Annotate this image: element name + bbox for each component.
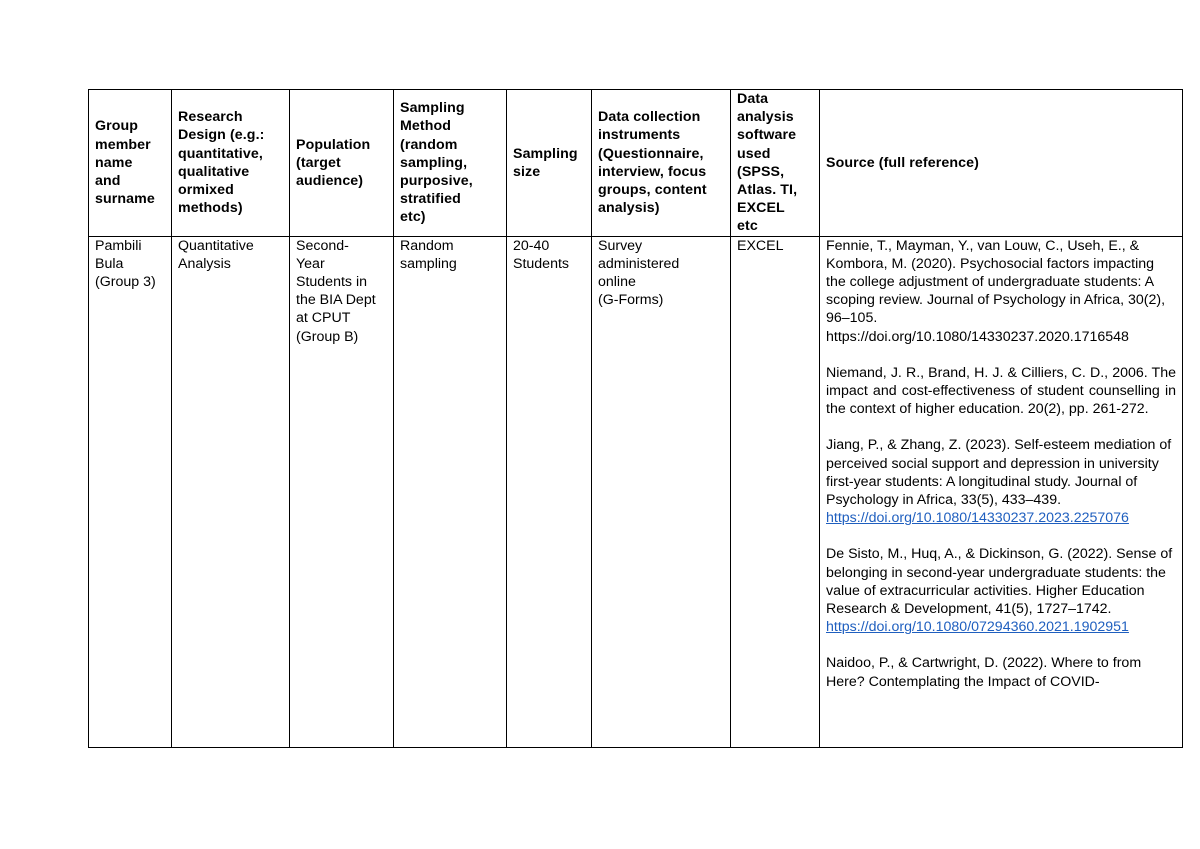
reference-text: Fennie, T., Mayman, Y., van Louw, C., Useh, E., & Kombora, M. (2020). Psychosocial factors impacting the college adjustment of undergraduate students: A scoping review. Journal of Psychology in Africa, 30(2), 96–105. [826,237,1166,327]
cell-design: Quantitative Analysis [172,236,290,747]
reference-item [826,545,1176,636]
reference-list [826,237,1176,747]
table-header-row [89,90,1183,237]
cell-method: Random sampling [394,236,507,747]
cell-software: EXCEL [731,236,820,747]
reference-doi-link[interactable]: https://doi.org/10.1080/14330237.2023.2257076 [826,510,1129,527]
research-table [88,89,1183,748]
reference-item [826,654,1176,690]
header-data-collection: Data collection instruments (Questionnaire, interview, focus groups, content analysis) [592,90,731,237]
reference-item [826,237,1176,346]
header-research-design: Research Design (e.g.: quantitative, qualitative ormixed methods) [172,90,290,237]
header-population: Population (target audience) [290,90,394,237]
reference-text: Niemand, J. R., Brand, H. J. & Cilliers, C. D., 2006. The impact and cost-effectiveness of student counselling in the context of higher education. 20(2), pp. 261-272. [826,364,1176,418]
reference-doi: https://doi.org/10.1080/14330237.2020.1716548 [826,328,1129,345]
header-source: Source (full reference) [820,90,1183,237]
header-sampling-method: Sampling Method (random sampling, purposive, stratified etc) [394,90,507,237]
reference-text: Jiang, P., & Zhang, Z. (2023). Self-esteem mediation of perceived social support and depression in university first-year students: A longitudinal study. Journal of Psychology in Africa, 33(5), 433–439. [826,437,1172,509]
cell-sources [820,236,1183,747]
cell-size: 20-40 Students [507,236,592,747]
table-row [89,236,1183,747]
reference-item [826,436,1176,527]
header-sampling-size: Sampling size [507,90,592,237]
reference-text: Naidoo, P., & Cartwright, D. (2022). Where to from Here? Contemplating the Impact of COVID- [826,655,1142,690]
header-analysis-software: Data analysis software used (SPSS, Atlas. TI, EXCEL etc [731,90,820,237]
cell-member: Pambili Bula (Group 3) [89,236,172,747]
reference-item [826,364,1176,419]
reference-text: De Sisto, M., Huq, A., & Dickinson, G. (2022). Sense of belonging in second-year undergraduate students: the value of extracurricular activities. Higher Education Research & Development, 41(5), 1727–1742. [826,546,1173,618]
reference-doi-link[interactable]: https://doi.org/10.1080/07294360.2021.1902951 [826,619,1129,636]
header-group-member: Group member name and surname [89,90,172,237]
cell-population: Second- Year Students in the BIA Dept at CPUT (Group B) [290,236,394,747]
cell-instruments: Survey administered online (G-Forms) [592,236,731,747]
